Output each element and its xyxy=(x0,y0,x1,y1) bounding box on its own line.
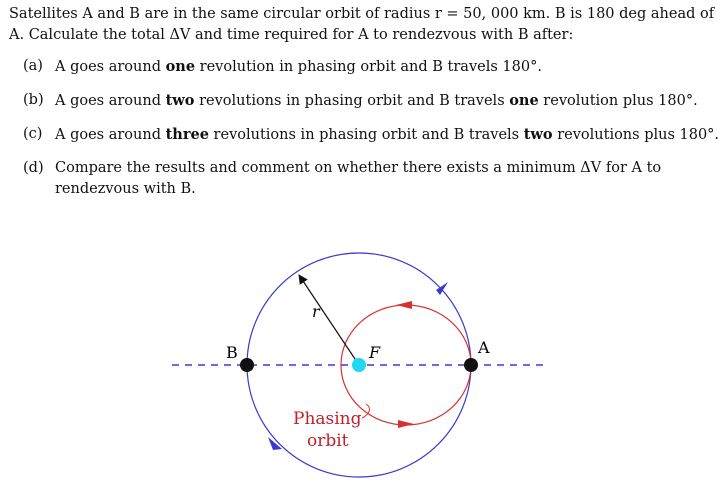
focus-point xyxy=(352,358,366,372)
phasing-label-pointer xyxy=(362,404,369,418)
part-text-segment: A goes around xyxy=(55,59,166,75)
part-emphasis: two xyxy=(165,92,195,109)
part-text-segment: A goes around xyxy=(55,93,166,109)
part-text-segment: revolution in phasing orbit and B travels 180°. xyxy=(195,59,542,75)
phasing-orbit-arrow-icon xyxy=(396,301,412,309)
part-emphasis: one xyxy=(509,92,539,109)
satellite-b xyxy=(240,358,254,372)
part-label: (a) xyxy=(23,58,43,74)
label-r: r xyxy=(312,302,320,321)
label-f: F xyxy=(369,343,381,362)
part-text-segment: revolutions in phasing orbit and B travels xyxy=(194,93,510,109)
part-label: (d) xyxy=(23,160,44,176)
label-a: A xyxy=(478,338,490,357)
label-b: B xyxy=(226,343,238,362)
part-emphasis: three xyxy=(165,126,209,143)
part-text-segment: revolutions in phasing orbit and B travels xyxy=(208,127,524,143)
radius-line xyxy=(299,275,359,365)
part-emphasis: one xyxy=(165,58,196,75)
phasing-orbit-label-line-2: orbit xyxy=(307,431,349,451)
satellite-a xyxy=(464,358,478,372)
part-label: (c) xyxy=(23,126,43,142)
part-text-segment: revolutions plus 180°. xyxy=(552,127,720,143)
circular-orbit-arrow-icon xyxy=(436,282,448,295)
phasing-orbit-label-line-1: Phasing xyxy=(293,409,362,429)
problem-intro-line-2: A. Calculate the total ΔV and time required for A to rendezvous with B after: xyxy=(9,27,574,43)
part-text-segment: revolution plus 180°. xyxy=(538,93,698,109)
problem-intro-line-1: Satellites A and B are in the same circular orbit of radius r = 50, 000 km. B is 180 deg ahead of xyxy=(9,6,715,22)
part-text: Compare the results and comment on whether there exists a minimum ΔV for A to rendezvous with B. xyxy=(55,160,662,197)
part-text-segment: A goes around xyxy=(55,127,166,143)
part-emphasis: two xyxy=(523,126,553,143)
part-label: (b) xyxy=(23,92,44,108)
phasing-orbit-arrow-icon xyxy=(398,420,414,428)
